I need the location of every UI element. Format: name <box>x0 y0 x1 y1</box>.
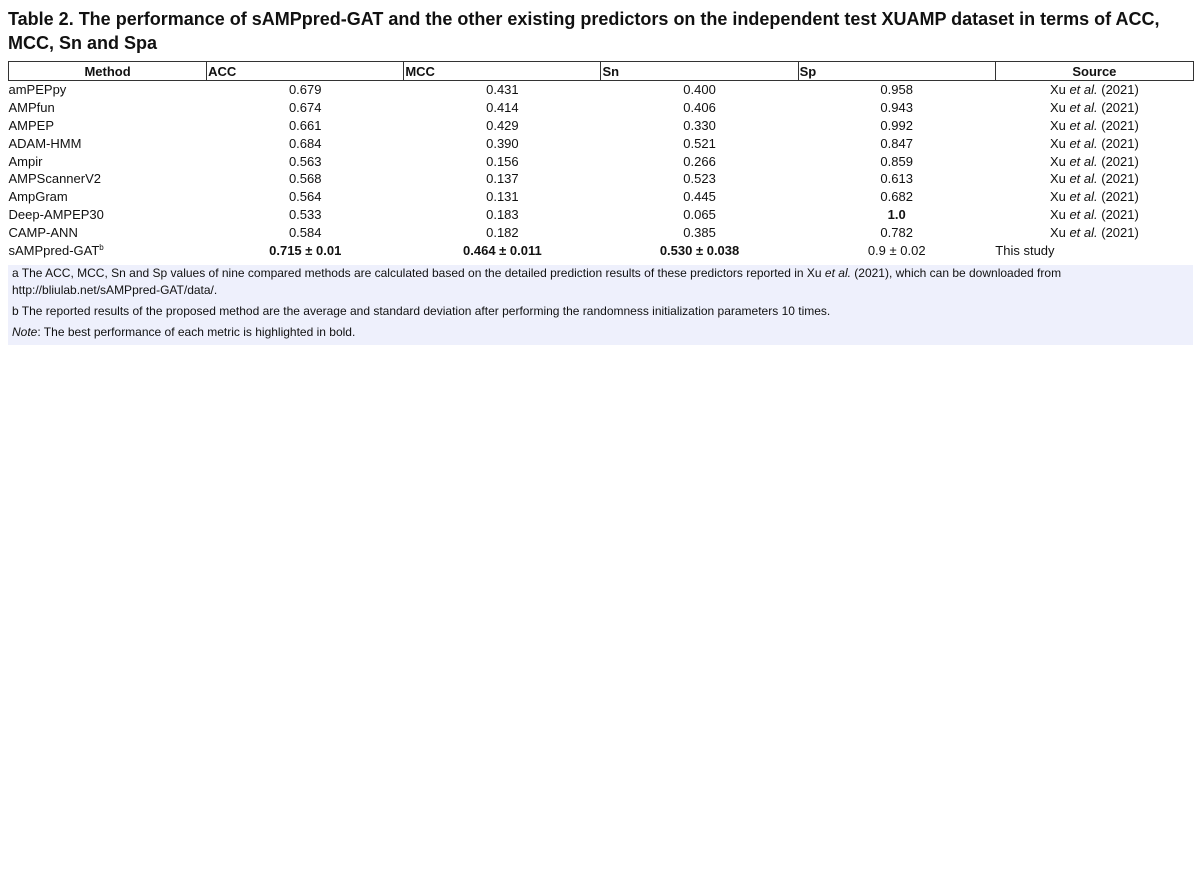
header-acc: ACC <box>207 62 404 81</box>
source-cell <box>995 81 1193 99</box>
performance-table <box>8 61 1194 259</box>
table-row-proposed <box>9 241 1194 259</box>
source-etal: et al. <box>1069 206 1098 222</box>
method-cell: amPEPpy <box>8 82 67 98</box>
source-prefix: Xu <box>1049 224 1070 240</box>
sn-cell: 0.521 <box>683 135 716 151</box>
source-cell <box>995 152 1193 170</box>
acc-cell: 0.568 <box>288 171 322 187</box>
sp-cell: 0.943 <box>880 100 913 116</box>
source-prefix: Xu <box>1049 153 1070 169</box>
header-sp: Sp <box>798 62 995 81</box>
sp-cell-best: 1.0 <box>887 206 906 222</box>
source-cell: This study <box>995 242 1055 258</box>
footnote-a <box>8 265 1193 299</box>
source-etal: et al. <box>1069 171 1098 187</box>
acc-cell: 0.564 <box>288 189 322 205</box>
acc-cell: 0.679 <box>288 82 322 98</box>
sn-cell: 0.523 <box>683 171 716 187</box>
acc-cell: 0.533 <box>288 206 322 222</box>
source-year: (2021) <box>1097 117 1139 133</box>
method-cell: Deep-AMPEP30 <box>8 206 104 222</box>
footnote-note <box>8 324 1193 341</box>
header-mcc: MCC <box>404 62 601 81</box>
source-year: (2021) <box>1097 135 1139 151</box>
sn-cell: 0.406 <box>683 100 716 116</box>
sn-cell: 0.445 <box>683 189 716 205</box>
footnote-marker: b <box>99 242 104 252</box>
method-cell: AMPEP <box>8 117 55 133</box>
mcc-cell: 0.431 <box>486 82 519 98</box>
source-etal: et al. <box>1069 153 1098 169</box>
mcc-cell: 0.137 <box>486 171 519 187</box>
sn-cell: 0.400 <box>683 82 716 98</box>
source-cell <box>995 206 1193 224</box>
mcc-cell: 0.414 <box>486 100 519 116</box>
mcc-cell: 0.429 <box>486 117 519 133</box>
source-prefix: Xu <box>1049 189 1070 205</box>
source-prefix: Xu <box>1049 171 1070 187</box>
mcc-cell-best: 0.464 ± 0.011 <box>463 242 542 258</box>
sp-cell: 0.859 <box>880 153 913 169</box>
sp-cell: 0.782 <box>880 224 913 240</box>
method-name: sAMPpred-GAT <box>8 242 100 258</box>
source-cell <box>995 99 1193 117</box>
acc-cell: 0.661 <box>288 117 322 133</box>
mcc-cell: 0.390 <box>486 135 519 151</box>
mcc-cell: 0.156 <box>486 153 519 169</box>
source-cell <box>995 223 1193 241</box>
source-cell <box>995 188 1193 206</box>
sp-cell: 0.958 <box>880 82 913 98</box>
method-cell: AMPfun <box>8 100 55 116</box>
table-row <box>9 170 1194 188</box>
sn-cell-best: 0.530 ± 0.038 <box>659 242 740 258</box>
source-year: (2021) <box>1097 100 1139 116</box>
table-body <box>9 81 1194 259</box>
table-caption: Table 2. The performance of sAMPpred-GAT and the other existing predictors on the independent test XUAMP dataset in terms of ACC, MCC, Sn and Spa <box>8 9 1160 53</box>
source-year: (2021) <box>1097 206 1139 222</box>
source-etal: et al. <box>1069 189 1098 205</box>
source-year: (2021) <box>1097 171 1139 187</box>
acc-cell: 0.563 <box>288 153 322 169</box>
table-row <box>9 188 1194 206</box>
source-prefix: Xu <box>1049 117 1070 133</box>
table-row <box>9 223 1194 241</box>
note-label: Note <box>12 325 38 339</box>
sp-cell: 0.613 <box>880 171 913 187</box>
sn-cell: 0.065 <box>683 206 716 222</box>
note-text: : The best performance of each metric is highlighted in bold. <box>37 325 356 339</box>
source-etal: et al. <box>1069 82 1098 98</box>
table-row <box>9 99 1194 117</box>
method-cell: Ampir <box>8 153 43 169</box>
mcc-cell: 0.131 <box>486 189 519 205</box>
table-row <box>9 134 1194 152</box>
footnote-a-etal: et al. <box>824 266 851 280</box>
method-cell: CAMP-ANN <box>8 224 78 240</box>
acc-cell: 0.684 <box>288 135 322 151</box>
source-etal: et al. <box>1069 100 1098 116</box>
sp-cell: 0.992 <box>880 117 913 133</box>
method-cell: AMPScannerV2 <box>8 171 101 187</box>
table-row <box>9 81 1194 99</box>
source-prefix: Xu <box>1049 82 1070 98</box>
acc-cell-best: 0.715 ± 0.01 <box>269 242 342 258</box>
source-cell <box>995 134 1193 152</box>
source-year: (2021) <box>1097 189 1139 205</box>
method-cell: AmpGram <box>8 189 68 205</box>
sn-cell: 0.385 <box>683 224 716 240</box>
source-cell <box>995 117 1193 135</box>
source-year: (2021) <box>1097 82 1139 98</box>
mcc-cell: 0.182 <box>486 224 519 240</box>
header-source: Source <box>995 62 1193 81</box>
footnote-b: b The reported results of the proposed method are the average and standard deviation after performing the randomness initialization parameters 10 times. <box>12 304 831 318</box>
source-prefix: Xu <box>1049 206 1070 222</box>
source-etal: et al. <box>1069 135 1098 151</box>
sp-cell: 0.847 <box>880 135 913 151</box>
acc-cell: 0.584 <box>288 224 322 240</box>
source-etal: et al. <box>1069 224 1098 240</box>
table-row <box>9 152 1194 170</box>
source-cell <box>995 170 1193 188</box>
header-sn: Sn <box>601 62 798 81</box>
sn-cell: 0.330 <box>683 117 716 133</box>
method-cell: ADAM-HMM <box>8 135 82 151</box>
method-cell <box>9 241 207 259</box>
table-row <box>9 206 1194 224</box>
sn-cell: 0.266 <box>683 153 716 169</box>
source-etal: et al. <box>1069 117 1098 133</box>
source-prefix: Xu <box>1049 135 1070 151</box>
mcc-cell: 0.183 <box>486 206 519 222</box>
sp-cell: 0.682 <box>880 189 913 205</box>
footnote-a-text: a The ACC, MCC, Sn and Sp values of nine compared methods are calculated based on the detailed prediction results of these predictors reported in Xu <box>12 266 825 280</box>
source-year: (2021) <box>1097 153 1139 169</box>
sp-cell: 0.9 ± 0.02 <box>867 242 926 258</box>
table-row <box>9 117 1194 135</box>
source-year: (2021) <box>1097 224 1139 240</box>
table-footnotes <box>8 265 1193 345</box>
footnote-a-text-end: (2021), which can be downloaded from http://bliulab.net/sAMPpred-GAT/data/. <box>12 266 1062 297</box>
table-header-row <box>9 62 1194 81</box>
source-prefix: Xu <box>1049 100 1070 116</box>
acc-cell: 0.674 <box>288 100 322 116</box>
header-method: Method <box>9 62 207 81</box>
